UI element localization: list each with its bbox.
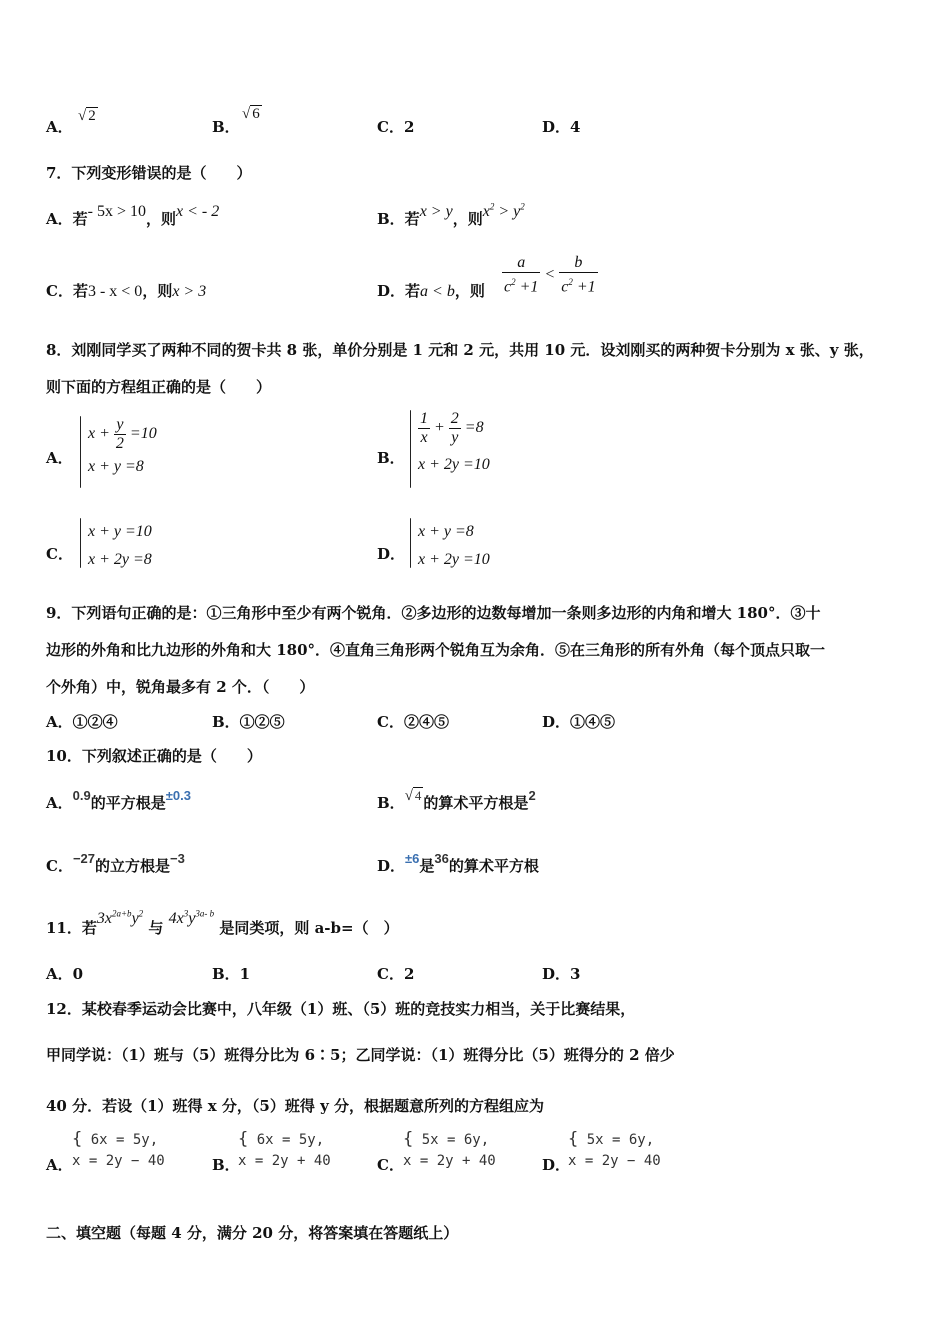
q9-option-d: D．①④⑤ — [542, 713, 616, 731]
q9-stem-line1: 9．下列语句正确的是：①三角形中至少有两个锐角．②多边形的边数每增加一条则多边形的内角和增大 180°．③十 — [46, 604, 821, 622]
q11-option-b: B．1 — [212, 965, 251, 983]
q12-stem-line3: 40 分．若设（1）班得 x 分，（5）班得 y 分，根据题意所列的方程组应为 — [46, 1097, 545, 1115]
q10-option-c: C．−27的立方根是−3 — [46, 851, 185, 875]
q11-option-c: C．2 — [377, 965, 415, 983]
q8-option-b-system: $\frac{1}{x}$ + $\frac{2}{y}$ =8 x + 2y =10 — [418, 410, 490, 473]
q9-stem-line3: 个外角）中，锐角最多有 2 个．（ ） — [46, 678, 315, 696]
q7-option-d-fractions: $\frac{a}{c^2 +1}$ < $\frac{b}{c^2 +1}$ — [504, 254, 596, 296]
q6-option-c: C．2 — [377, 118, 415, 136]
q11-option-d: D．3 — [542, 965, 581, 983]
q12-stem-line2: 甲同学说：（1）班与（5）班得分比为 6∶5；乙同学说：（1）班得分比（5）班得分的 2 倍少 — [46, 1046, 675, 1064]
q6-option-a-value: √ 2 — [78, 108, 96, 124]
q12-option-d-system: { 5x = 6y, x = 2y − 40 — [568, 1129, 661, 1169]
q10-option-a: A．0.9的平方根是±0.3 — [46, 788, 191, 812]
section-2-heading: 二、填空题（每题 4 分，满分 20 分，将答案填在答题纸上） — [46, 1224, 459, 1242]
q8-stem-line1: 8．刘刚同学买了两种不同的贺卡共 8 张，单价分别是 1 元和 2 元，共用 10 元．设刘刚买的两种贺卡分别为 x 张、y 张， — [46, 341, 874, 359]
q9-option-c: C．②④⑤ — [377, 713, 449, 731]
q7-stem: 7．下列变形错误的是（ ） — [46, 164, 252, 182]
q8-option-c-system: x + y =10 x + 2y =8 — [88, 523, 152, 568]
q9-option-a: A．①②④ — [46, 713, 118, 731]
q8-option-d-system: x + y =8 x + 2y =10 — [418, 523, 490, 568]
q10-stem: 10．下列叙述正确的是（ ） — [46, 747, 262, 765]
q7-option-a: A．若- 5x > 10，则x < - 2 — [46, 203, 220, 228]
q8-option-d-label: D． — [377, 545, 406, 563]
q8-stem-line2: 则下面的方程组正确的是（ ） — [46, 378, 272, 396]
q8-option-a-label: A． — [46, 449, 73, 467]
q8-option-c-label: C． — [46, 545, 73, 563]
q12-stem-line1: 12．某校春季运动会比赛中，八年级（1）班、（5）班的竞技实力相当，关于比赛结果， — [46, 1000, 636, 1018]
q6-option-b-value: √ 6 — [242, 106, 260, 122]
q7-option-d-text: D．若a < b，则 — [377, 282, 485, 300]
q11-stem: 11．若$3x^{2a+b}y^2$ 与 $4x^3y^{3a- b}$ 是同类项，则 a-b=（ ） — [46, 908, 399, 937]
q7-option-b: B．若x > y，则$x^2 > y^2$ — [377, 201, 525, 228]
q12-option-c-system: { 5x = 6y, x = 2y + 40 — [403, 1129, 496, 1169]
q12-option-b-system: { 6x = 5y, x = 2y + 40 — [238, 1129, 331, 1169]
q10-option-d: D．±6是36的算术平方根 — [377, 851, 539, 875]
q12-option-c-label: C． — [377, 1156, 404, 1174]
q6-option-b-label: B． — [212, 118, 240, 136]
q10-option-b: B．√ 4 的算术平方根是2 — [377, 788, 536, 812]
q7-option-c: C．若3 - x < 0，则x > 3 — [46, 282, 207, 300]
q12-option-d-label: D． — [542, 1156, 571, 1174]
q12-option-b-label: B． — [212, 1156, 240, 1174]
q6-option-a-label: A． — [46, 118, 73, 136]
q8-option-b-label: B． — [377, 449, 405, 467]
q9-option-b: B．①②⑤ — [212, 713, 285, 731]
q12-option-a-system: { 6x = 5y, x = 2y − 40 — [72, 1129, 165, 1169]
q11-option-a: A．0 — [46, 965, 84, 983]
q6-option-d: D．4 — [542, 118, 581, 136]
q12-option-a-label: A． — [46, 1156, 73, 1174]
q8-option-a-system: x + $\frac{y}{2}$ =10 x + y =8 — [88, 416, 157, 475]
q9-stem-line2: 边形的外角和比九边形的外角和大 180°．④直角三角形两个锐角互为余角．⑤在三角形的所有外角（每个顶点只取一 — [46, 641, 826, 659]
